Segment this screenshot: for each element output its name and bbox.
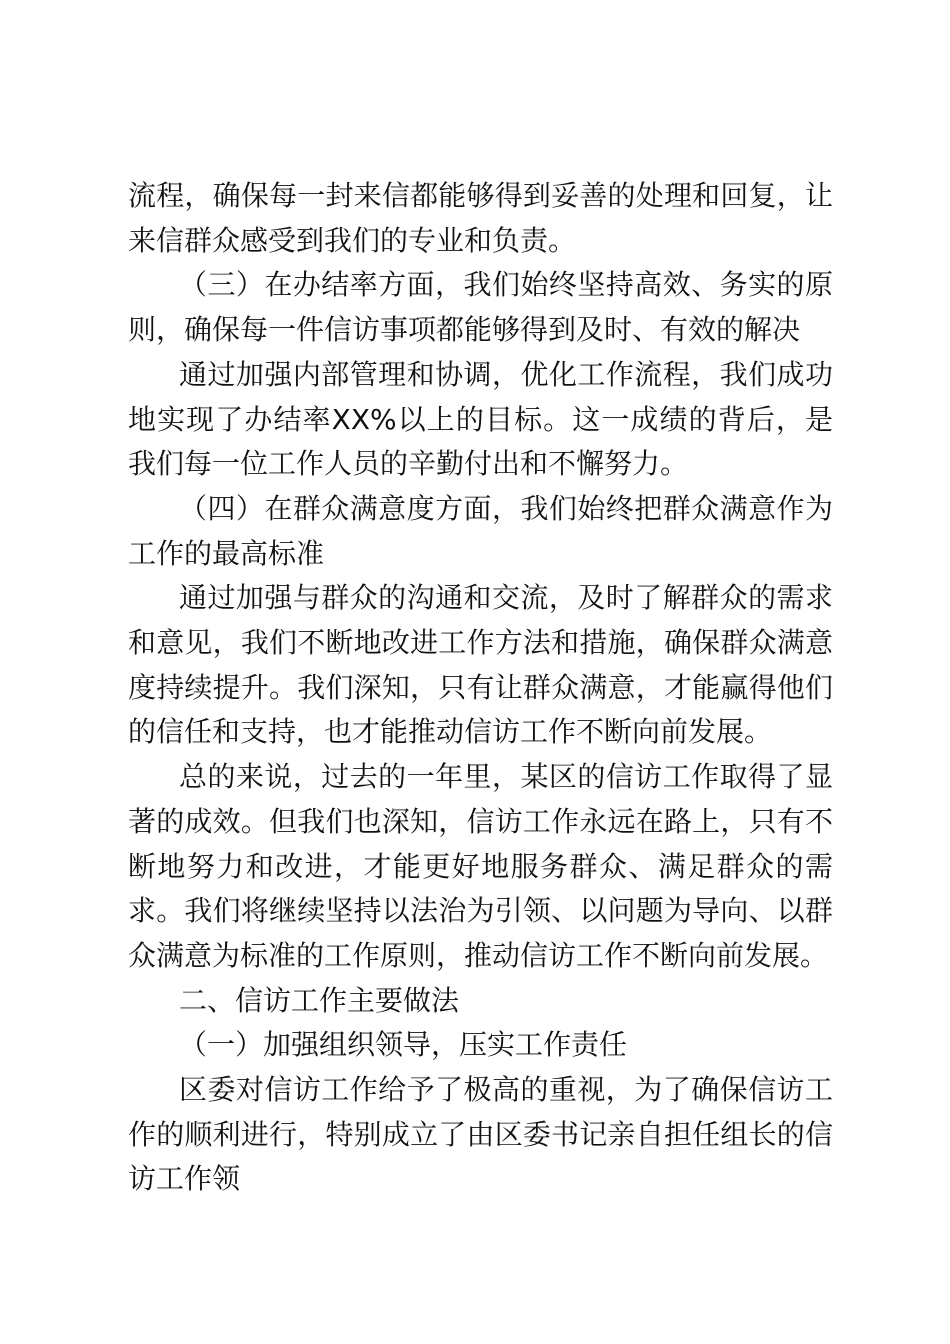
paragraph-summary: 总的来说，过去的一年里，某区的信访工作取得了显著的成效。但我们也深知，信访工作永远在路上，只有不断地努力和改进，才能更好地服务群众、满足群众的需求。我们将继续坚持以法治为引领、以问题为导向、以群众满意为标准的工作原则，推动信访工作不断向前发展。 (128, 760, 833, 972)
paragraph-continued: 流程，确保每一封来信都能够得到妥善的处理和回复，让来信群众感受到我们的专业和负责。 (128, 179, 833, 257)
subheading-leadership: （一）加强组织领导，压实工作责任 (179, 1028, 628, 1062)
paragraph-satisfaction: 通过加强与群众的沟通和交流，及时了解群众的需求和意见，我们不断地改进工作方法和措施，确保群众满意度持续提升。我们深知，只有让群众满意，才能赢得他们的信任和支持，也才能推动信访工作不断向前发展。 (128, 581, 833, 749)
subheading-completion-rate: （三）在办结率方面，我们始终坚持高效、务实的原则，确保每一件信访事项都能够得到及时、有效的解决 (128, 268, 833, 347)
subheading-satisfaction: （四）在群众满意度方面，我们始终把群众满意作为工作的最高标准 (128, 491, 833, 570)
section-heading-practices: 二、信访工作主要做法 (179, 983, 460, 1017)
paragraph-leadership: 区委对信访工作给予了极高的重视，为了确保信访工作的顺利进行，特别成立了由区委书记亲自担任组长的信访工作领 (128, 1073, 833, 1196)
document-body (128, 174, 833, 1202)
paragraph-completion-rate: 通过加强内部管理和协调，优化工作流程，我们成功地实现了办结率XX%以上的目标。这一成绩的背后，是我们每一位工作人员的辛勤付出和不懈努力。 (128, 357, 833, 481)
